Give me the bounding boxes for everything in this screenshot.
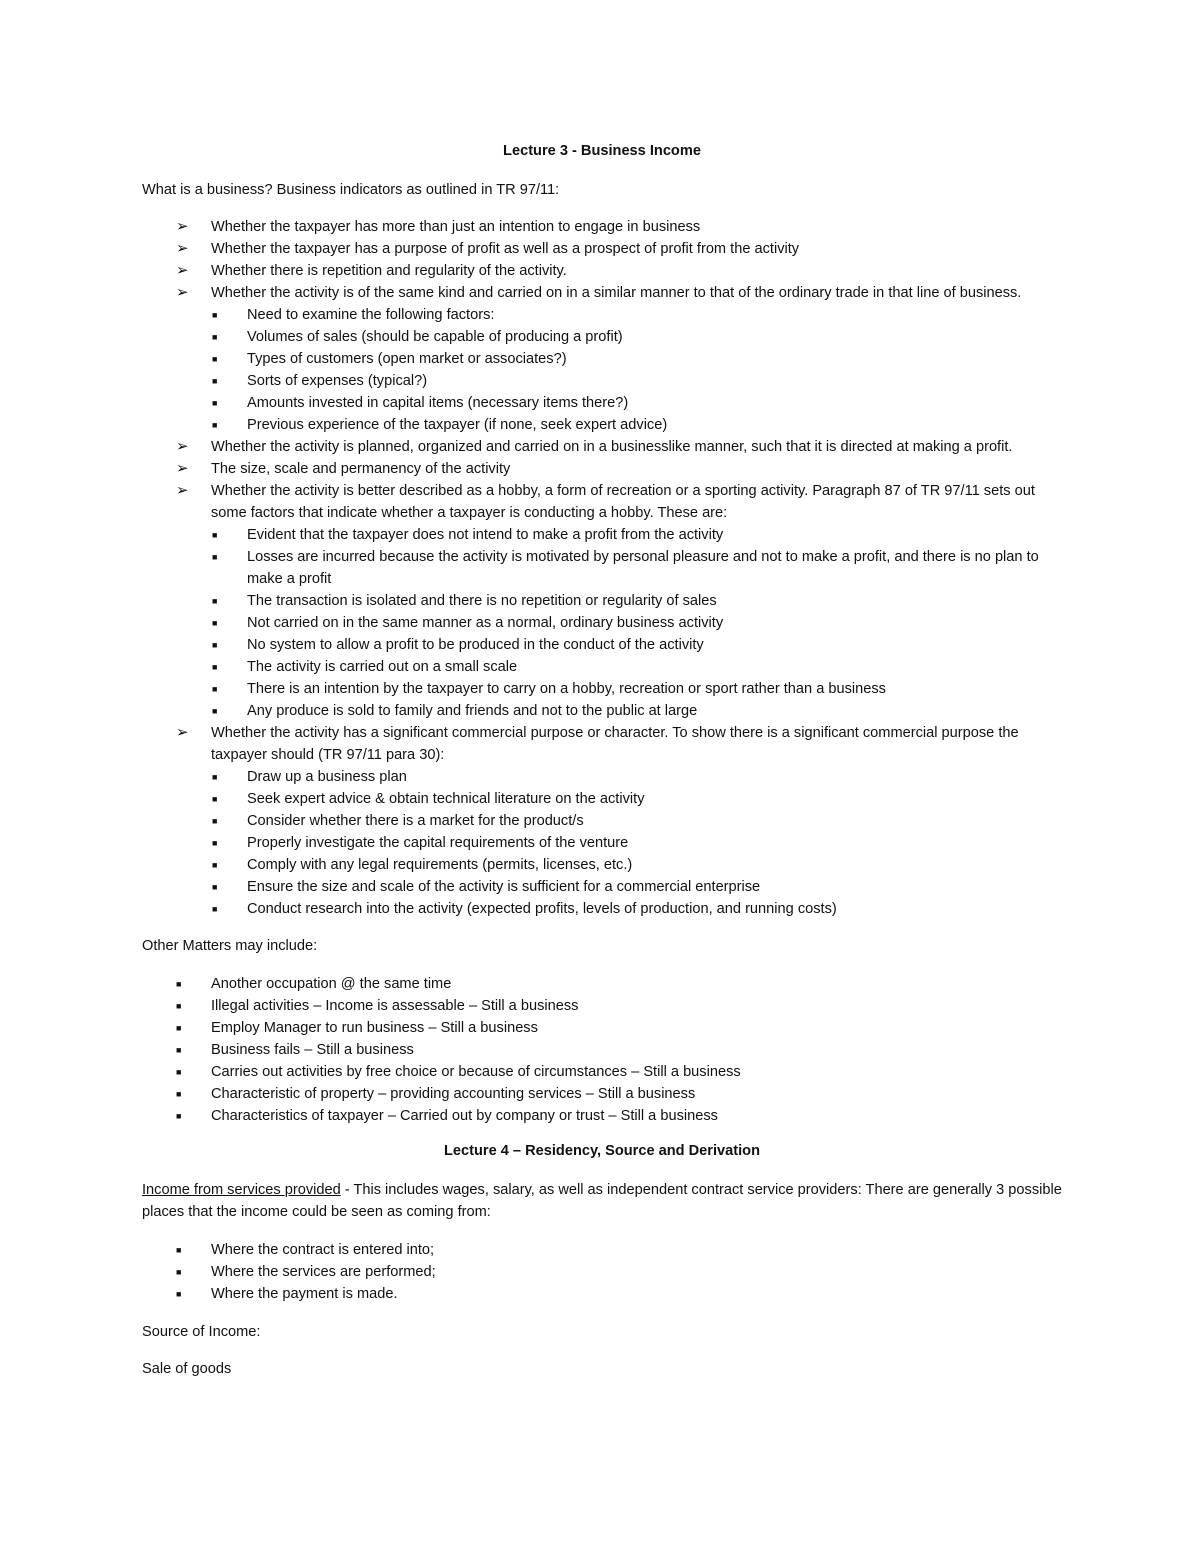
list-item: ■ Characteristics of taxpayer – Carried out by company or trust – Still a business <box>142 1105 1062 1127</box>
square-bullet-icon: ■ <box>176 979 182 989</box>
square-bullet-icon: ■ <box>212 420 218 430</box>
business-intro: What is a business? Business indicators as outlined in TR 97/11: <box>142 182 560 198</box>
list-item: ➢ Whether the activity is planned, organized and carried on in a businesslike manner, such that it is directed at making a profit. <box>142 436 1062 458</box>
business-indicators-list <box>142 216 1062 920</box>
square-bullet-icon: ■ <box>212 530 218 540</box>
square-bullet-icon: ■ <box>212 816 218 826</box>
sub-list-item: ■ Need to examine the following factors: <box>142 304 1062 326</box>
list-item: ➢ Whether the activity is better described as a hobby, a form of recreation or a sporting activity. Paragraph 87 of TR 97/11 sets out some factors that indicate whether a taxpayer is conducting a hobby. These are: <box>176 482 1035 521</box>
square-bullet-icon: ■ <box>176 1023 182 1033</box>
sub-list-item: ■ Losses are incurred because the activity is motivated by personal pleasure and not to make a profit, and there is no plan to make a profit <box>142 546 1062 590</box>
square-bullet-icon: ■ <box>176 1067 182 1077</box>
square-bullet-icon: ■ <box>212 332 218 342</box>
square-bullet-icon: ■ <box>176 1089 182 1099</box>
square-bullet-icon: ■ <box>212 662 218 672</box>
square-bullet-icon: ■ <box>176 1045 182 1055</box>
square-bullet-icon: ■ <box>176 1289 182 1299</box>
square-bullet-icon: ■ <box>212 794 218 804</box>
list-item: ➢ Whether the taxpayer has a purpose of profit as well as a prospect of profit from the activity <box>142 238 1062 260</box>
square-bullet-icon: ■ <box>176 1245 182 1255</box>
arrow-bullet-icon: ➢ <box>176 240 189 257</box>
list-item: ■ Business fails – Still a business <box>142 1039 1062 1061</box>
square-bullet-icon: ■ <box>212 618 218 628</box>
sub-list-item: ■ Consider whether there is a market for the product/s <box>142 810 1062 832</box>
square-bullet-icon: ■ <box>212 882 218 892</box>
square-bullet-icon: ■ <box>212 552 218 562</box>
other-matters-list <box>142 973 1062 1127</box>
list-item: ■ Where the services are performed; <box>142 1261 1062 1283</box>
square-bullet-icon: ■ <box>212 838 218 848</box>
square-bullet-icon: ■ <box>212 772 218 782</box>
arrow-bullet-icon: ➢ <box>176 262 189 279</box>
square-bullet-icon: ■ <box>176 1001 182 1011</box>
square-bullet-icon: ■ <box>212 904 218 914</box>
services-label: Income from services provided <box>142 1182 341 1198</box>
sub-list-item: ■ Properly investigate the capital requirements of the venture <box>142 832 1062 854</box>
list-item: ■ Carries out activities by free choice or because of circumstances – Still a business <box>142 1061 1062 1083</box>
lecture-4-title: Lecture 4 – Residency, Source and Derivation <box>443 1143 761 1159</box>
square-bullet-icon: ■ <box>212 596 218 606</box>
list-item: ➢ Whether the activity is of the same kind and carried on in a similar manner to that of the ordinary trade in that line of business. <box>142 282 1062 304</box>
square-bullet-icon: ■ <box>212 684 218 694</box>
sub-list-item: ■ The activity is carried out on a small scale <box>142 656 1062 678</box>
sub-list-item: ■ Comply with any legal requirements (permits, licenses, etc.) <box>142 854 1062 876</box>
sub-list-item: ■ Ensure the size and scale of the activity is sufficient for a commercial enterprise <box>142 876 1062 898</box>
list-item: ➢ The size, scale and permanency of the activity <box>142 458 1062 480</box>
sub-list-item: ■ Seek expert advice & obtain technical literature on the activity <box>142 788 1062 810</box>
square-bullet-icon: ■ <box>176 1111 182 1121</box>
list-item: ■ Employ Manager to run business – Still a business <box>142 1017 1062 1039</box>
arrow-bullet-icon: ➢ <box>176 724 189 741</box>
list-item: ➢ Whether there is repetition and regularity of the activity. <box>142 260 1062 282</box>
services-text: - This includes wages, salary, as well as independent contract service providers: There are generally 3 possible places that the income could be seen as coming from: <box>142 1182 1062 1220</box>
sub-list-item: ■ Sorts of expenses (typical?) <box>142 370 1062 392</box>
arrow-bullet-icon: ➢ <box>176 218 189 235</box>
lecture-3-title: Lecture 3 - Business Income <box>503 143 701 159</box>
square-bullet-icon: ■ <box>212 376 218 386</box>
sale-of-goods: Sale of goods <box>142 1361 232 1377</box>
sub-list-item: ■ Conduct research into the activity (expected profits, levels of production, and running costs) <box>142 898 1062 920</box>
other-matters-intro: Other Matters may include: <box>142 938 318 954</box>
sub-list-item: ■ Previous experience of the taxpayer (if none, seek expert advice) <box>142 414 1062 436</box>
arrow-bullet-icon: ➢ <box>176 482 189 499</box>
sub-list-item: ■ Types of customers (open market or associates?) <box>142 348 1062 370</box>
list-item: ■ Characteristic of property – providing accounting services – Still a business <box>142 1083 1062 1105</box>
square-bullet-icon: ■ <box>212 640 218 650</box>
list-item: ■ Another occupation @ the same time <box>142 973 1062 995</box>
square-bullet-icon: ■ <box>212 860 218 870</box>
square-bullet-icon: ■ <box>212 706 218 716</box>
arrow-bullet-icon: ➢ <box>176 460 189 477</box>
sub-list-item: ■ The transaction is isolated and there is no repetition or regularity of sales <box>142 590 1062 612</box>
sub-list-item: ■ Not carried on in the same manner as a normal, ordinary business activity <box>142 612 1062 634</box>
list-item: ■ Illegal activities – Income is assessable – Still a business <box>142 995 1062 1017</box>
square-bullet-icon: ■ <box>176 1267 182 1277</box>
source-of-income: Source of Income: <box>142 1324 261 1340</box>
square-bullet-icon: ■ <box>212 310 218 320</box>
list-item: ➢ Whether the taxpayer has more than just an intention to engage in business <box>142 216 1062 238</box>
sub-list-item: ■ Amounts invested in capital items (necessary items there?) <box>142 392 1062 414</box>
sub-list-item: ■ Any produce is sold to family and friends and not to the public at large <box>142 700 1062 722</box>
sub-list-item: ■ No system to allow a profit to be produced in the conduct of the activity <box>142 634 1062 656</box>
sub-list-item: ■ There is an intention by the taxpayer to carry on a hobby, recreation or sport rather than a business <box>142 678 1062 700</box>
sub-list-item: ■ Volumes of sales (should be capable of producing a profit) <box>142 326 1062 348</box>
sub-list-item: ■ Draw up a business plan <box>142 766 1062 788</box>
list-item: ■ Where the payment is made. <box>142 1283 1062 1305</box>
income-places-list <box>142 1239 1062 1305</box>
arrow-bullet-icon: ➢ <box>176 438 189 455</box>
sub-list-item: ■ Evident that the taxpayer does not intend to make a profit from the activity <box>142 524 1062 546</box>
square-bullet-icon: ■ <box>212 398 218 408</box>
square-bullet-icon: ■ <box>212 354 218 364</box>
arrow-bullet-icon: ➢ <box>176 284 189 301</box>
document-body <box>142 139 1062 1380</box>
list-item: ➢ Whether the activity has a significant commercial purpose or character. To show there is a significant commercial purpose the taxpayer should (TR 97/11 para 30): <box>176 724 1019 763</box>
services-paragraph <box>142 1179 1062 1223</box>
list-item: ■ Where the contract is entered into; <box>142 1239 1062 1261</box>
